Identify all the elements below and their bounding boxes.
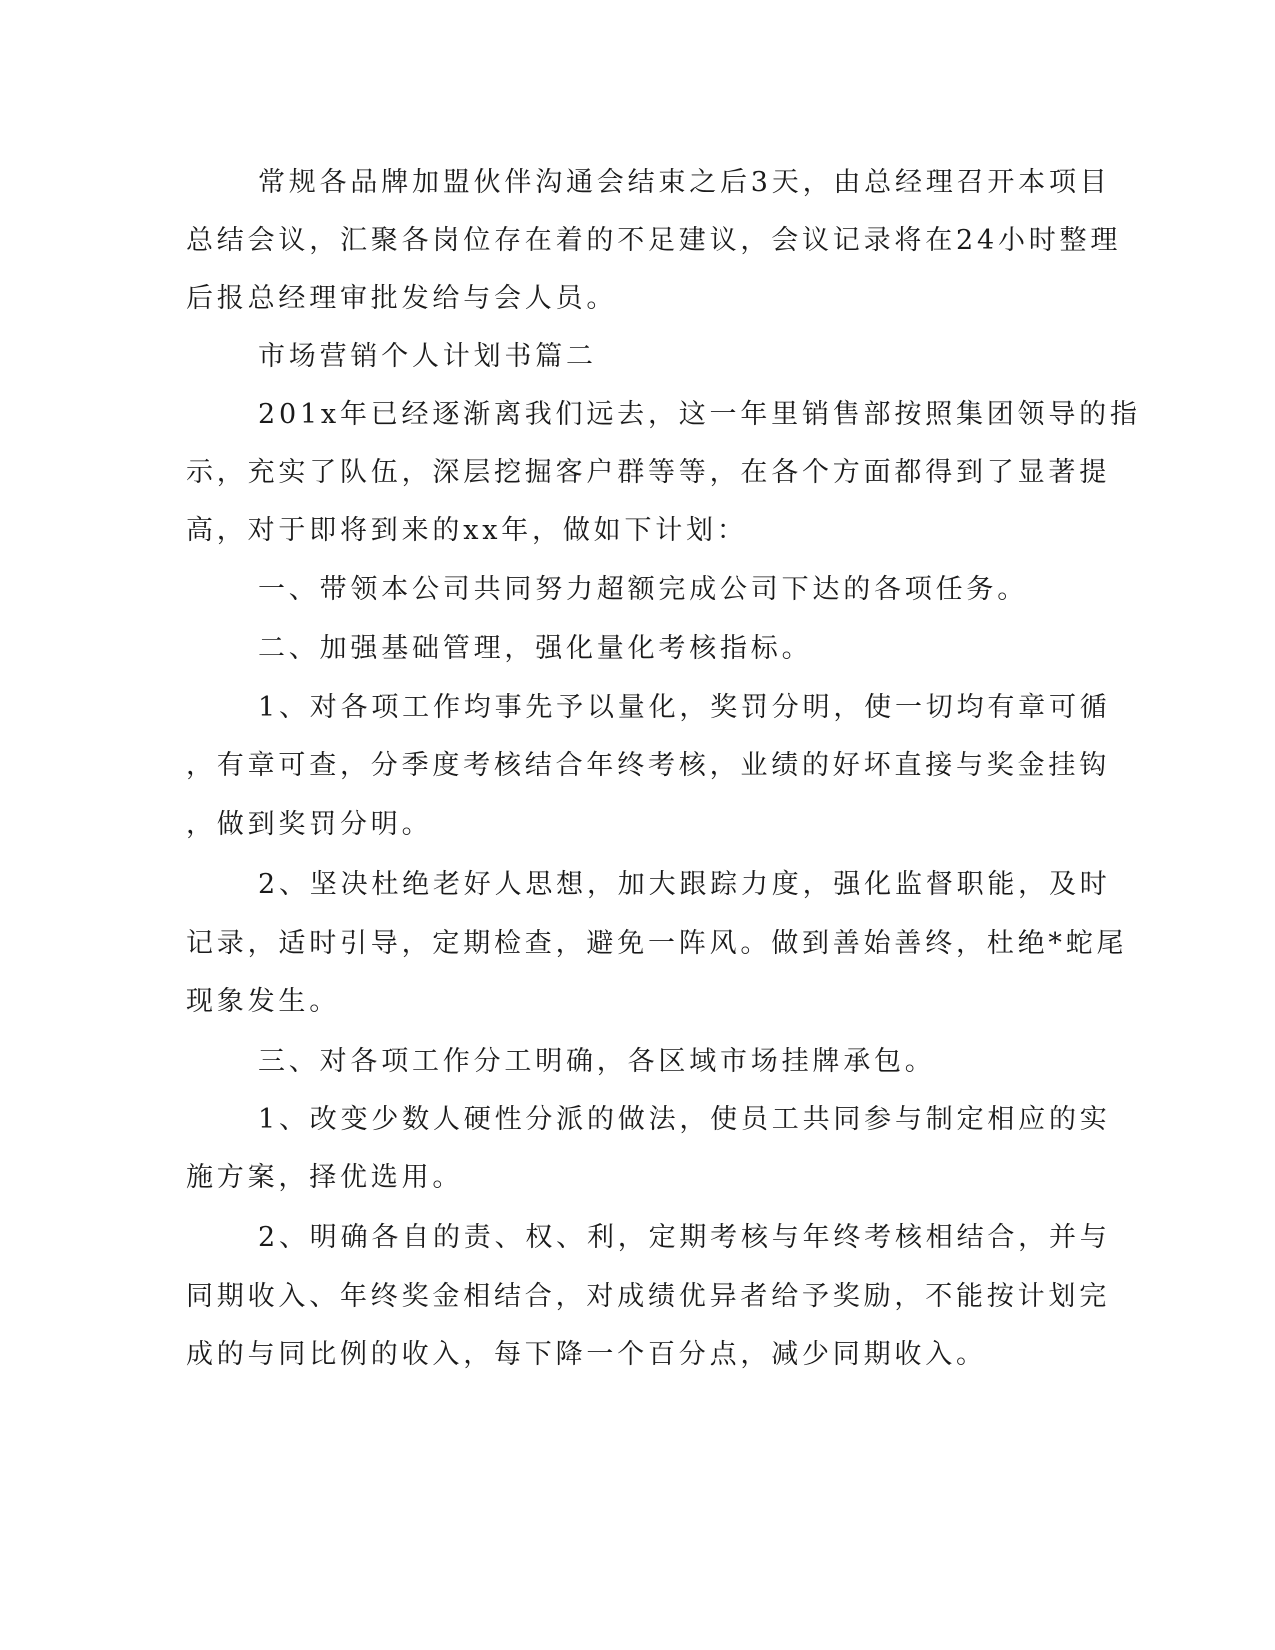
- paragraph-line: 常规各品牌加盟伙伴沟通会结束之后3天，由总经理召开本项目: [258, 167, 1111, 198]
- paragraph-line: 施方案，择优选用。: [186, 1162, 464, 1193]
- paragraph-line: 二、加强基础管理，强化量化考核指标。: [258, 633, 813, 664]
- paragraph-line: 现象发生。: [186, 986, 340, 1017]
- paragraph-line: 2、明确各自的责、权、利，定期考核与年终考核相结合，并与: [258, 1222, 1111, 1253]
- paragraph-line: ，有章可查，分季度考核结合年终考核，业绩的好坏直接与奖金挂钩: [186, 750, 1110, 781]
- paragraph-line: 201x年已经逐渐离我们远去，这一年里销售部按照集团领导的指: [258, 399, 1141, 430]
- paragraph-line: 三、对各项工作分工明确，各区域市场挂牌承包。: [258, 1046, 936, 1077]
- paragraph-line: ，做到奖罚分明。: [186, 809, 433, 840]
- paragraph-line: 成的与同比例的收入，每下降一个百分点，减少同期收入。: [186, 1339, 987, 1370]
- paragraph-line: 示，充实了队伍，深层挖掘客户群等等，在各个方面都得到了显著提: [186, 457, 1110, 488]
- section-heading: 市场营销个人计划书篇二: [258, 341, 597, 372]
- paragraph-line: 总结会议，汇聚各岗位存在着的不足建议，会议记录将在24小时整理: [186, 225, 1122, 256]
- paragraph-line: 1、对各项工作均事先予以量化，奖罚分明，使一切均有章可循: [258, 692, 1111, 723]
- paragraph-line: 一、带领本公司共同努力超额完成公司下达的各项任务。: [258, 574, 1028, 605]
- paragraph-line: 记录，适时引导，定期检查，避免一阵风。做到善始善终，杜绝*蛇尾: [186, 928, 1128, 959]
- paragraph-line: 高，对于即将到来的xx年，做如下计划：: [186, 515, 748, 546]
- paragraph-line: 后报总经理审批发给与会人员。: [186, 283, 618, 314]
- paragraph-line: 同期收入、年终奖金相结合，对成绩优异者给予奖励，不能按计划完: [186, 1281, 1110, 1312]
- paragraph-line: 2、坚决杜绝老好人思想，加大跟踪力度，强化监督职能，及时: [258, 869, 1111, 900]
- paragraph-line: 1、改变少数人硬性分派的做法，使员工共同参与制定相应的实: [258, 1104, 1111, 1135]
